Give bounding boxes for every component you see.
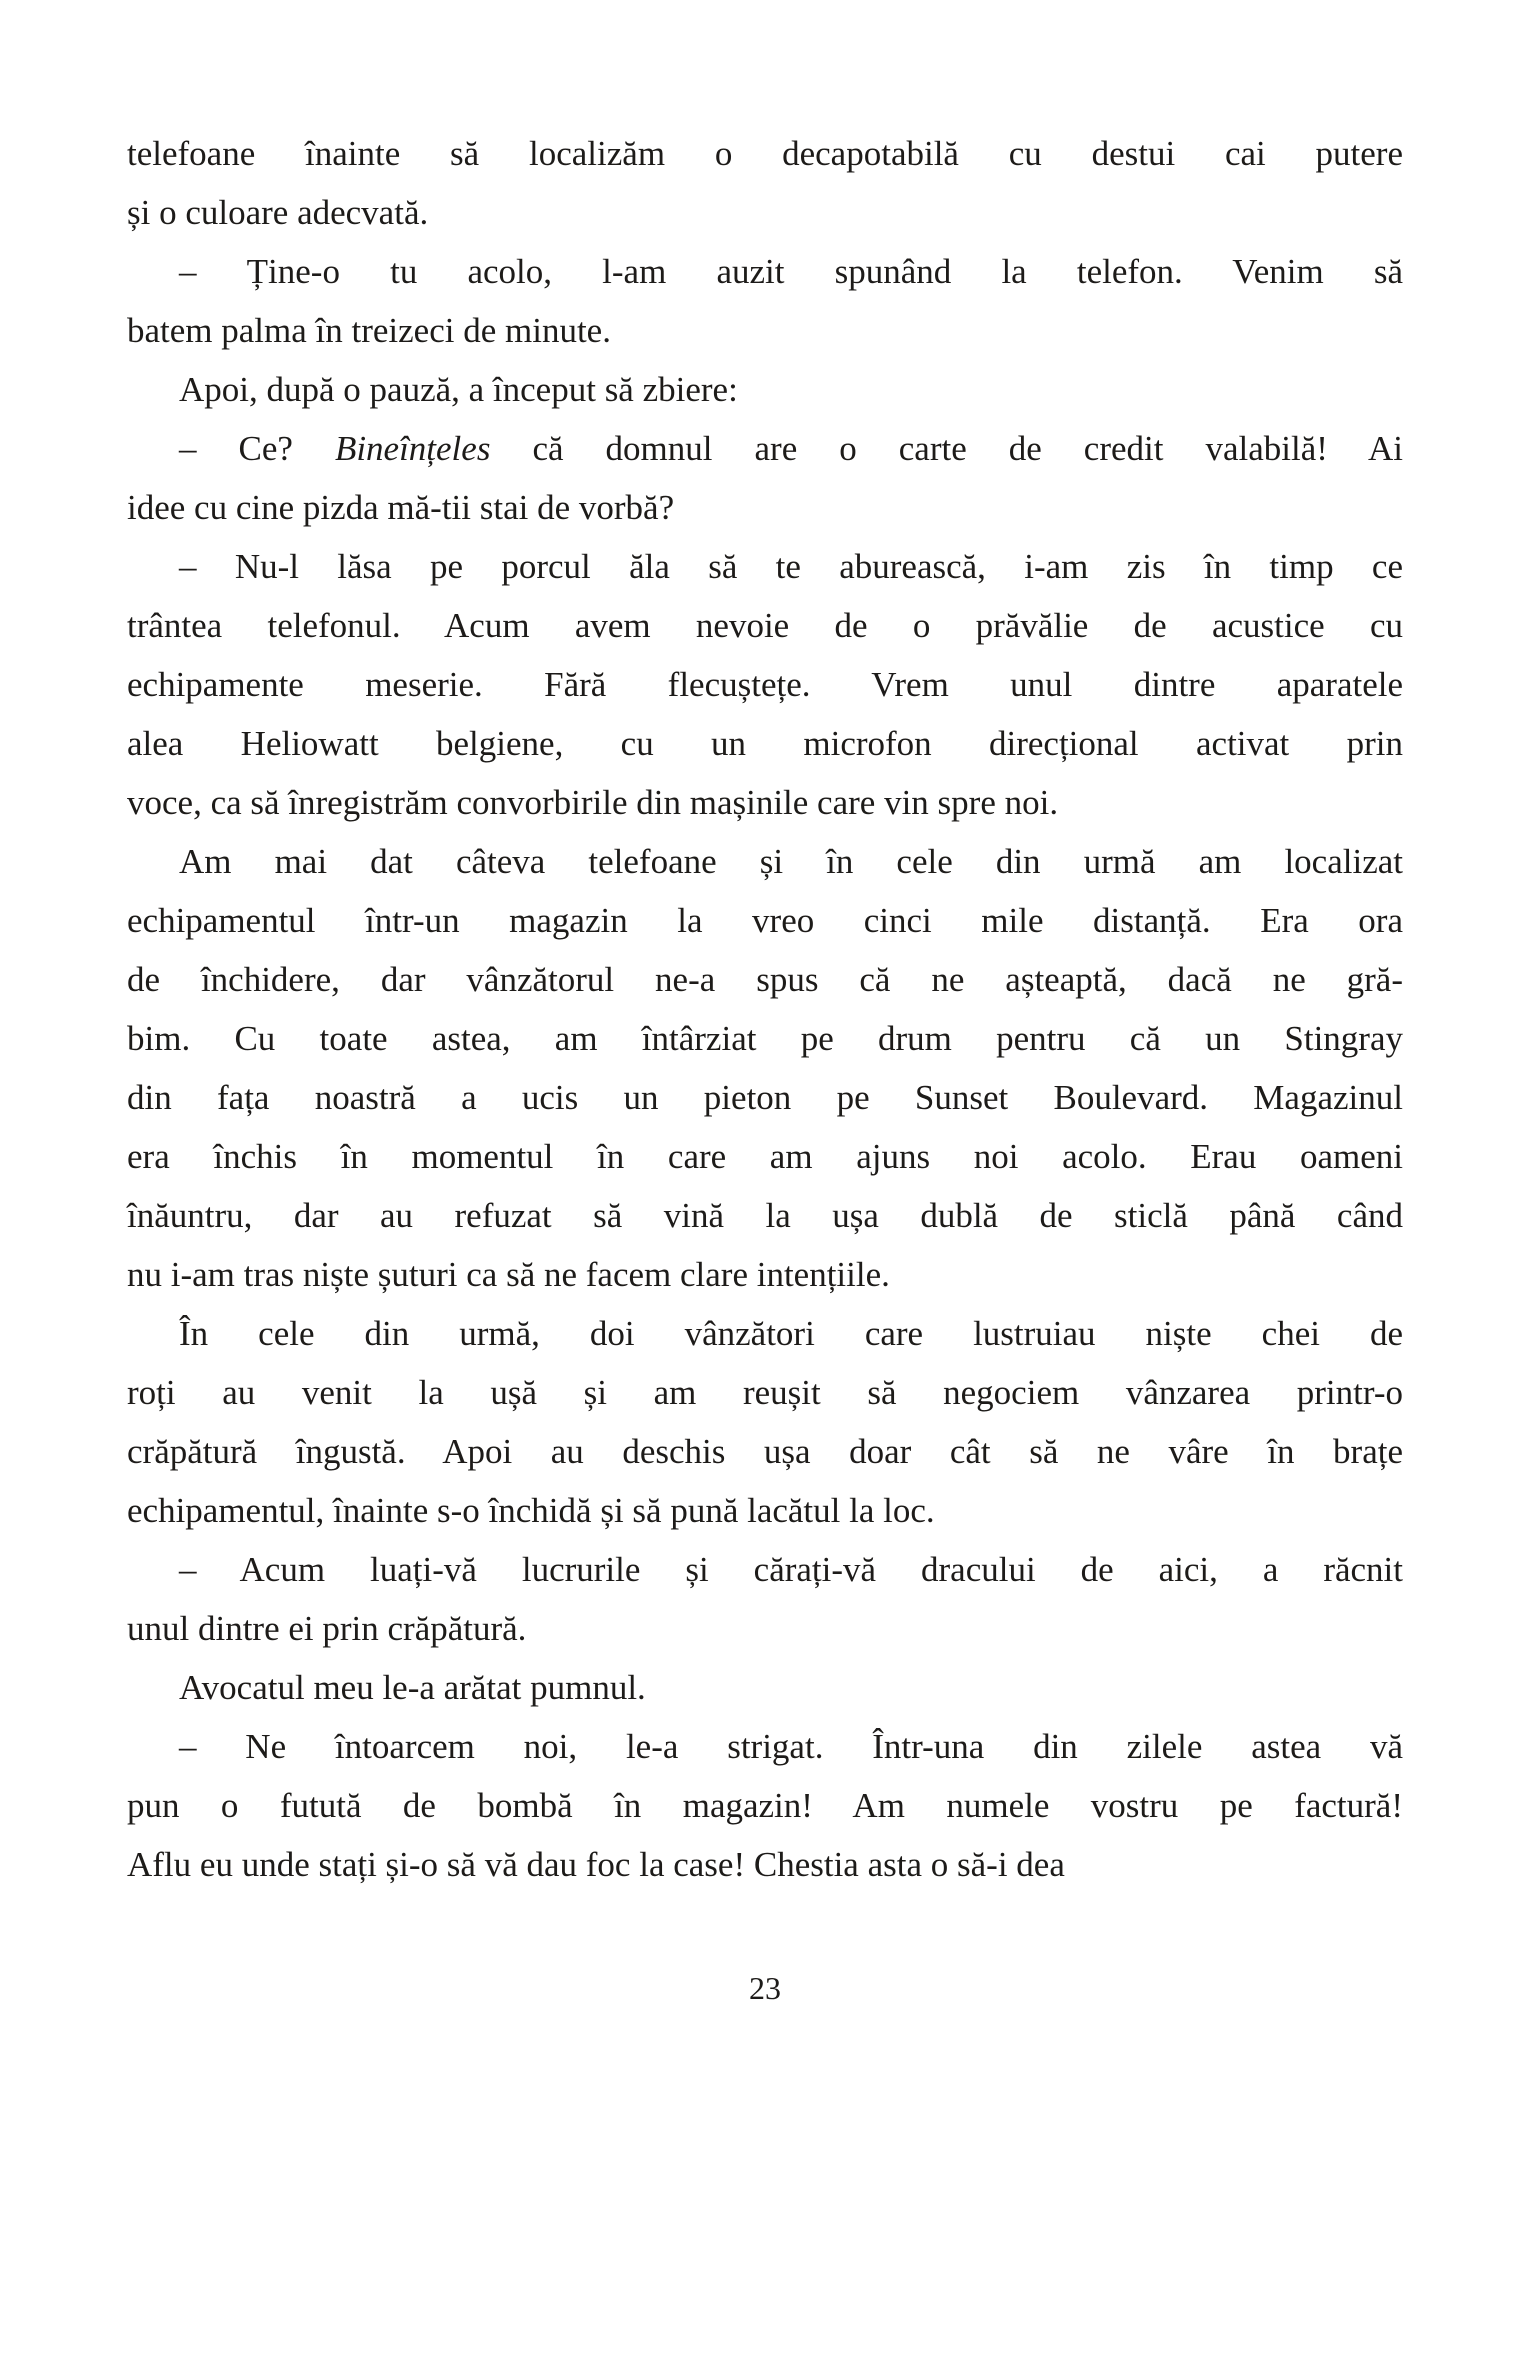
text-line bbox=[127, 1540, 1403, 1599]
text-run: În cele din urmă, doi vânzători care lustruiau niște chei de bbox=[179, 1314, 1403, 1353]
paragraph bbox=[127, 1304, 1403, 1540]
text-line bbox=[127, 1127, 1403, 1186]
text-run: batem palma în treizeci de minute. bbox=[127, 311, 611, 350]
paragraph bbox=[127, 242, 1403, 360]
text-line bbox=[127, 537, 1403, 596]
text-run: din fața noastră a ucis un pieton pe Sunset Boulevard. Magazinul bbox=[127, 1078, 1403, 1117]
paragraph bbox=[127, 1717, 1403, 1894]
text-line bbox=[127, 1186, 1403, 1245]
text-line bbox=[127, 1481, 1403, 1540]
text-line bbox=[127, 124, 1403, 183]
text-line bbox=[127, 1835, 1403, 1894]
paragraph bbox=[127, 537, 1403, 832]
paragraph bbox=[127, 124, 1403, 242]
text-line bbox=[127, 1658, 1403, 1717]
text-line bbox=[127, 301, 1403, 360]
text-run: crăpătură îngustă. Apoi au deschis ușa doar cât să ne vâre în brațe bbox=[127, 1432, 1403, 1471]
text-run: telefoane înainte să localizăm o decapotabilă cu destui cai putere bbox=[127, 134, 1403, 173]
text-line bbox=[127, 655, 1403, 714]
text-line bbox=[127, 360, 1403, 419]
text-run: echipamentul într-un magazin la vreo cinci mile distanță. Era ora bbox=[127, 901, 1403, 940]
text-line bbox=[127, 478, 1403, 537]
text-line bbox=[127, 950, 1403, 1009]
text-run: Apoi, după o pauză, a început să zbiere: bbox=[179, 370, 738, 409]
italic-text-run: Bineînțeles bbox=[334, 429, 491, 468]
paragraph bbox=[127, 832, 1403, 1304]
text-line bbox=[127, 891, 1403, 950]
text-run: – Nu-l lăsa pe porcul ăla să te aburească, i-am zis în timp ce bbox=[179, 547, 1403, 586]
text-run: de închidere, dar vânzătorul ne-a spus că ne așteaptă, dacă ne gră- bbox=[127, 960, 1403, 999]
text-line bbox=[127, 1304, 1403, 1363]
text-run: pun o futută de bombă în magazin! Am numele vostru pe factură! bbox=[127, 1786, 1403, 1825]
text-run: Aflu eu unde stați și-o să vă dau foc la case! Chestia asta o să-i dea bbox=[127, 1845, 1065, 1884]
text-run: roți au venit la ușă și am reușit să negociem vânzarea printr-o bbox=[127, 1373, 1403, 1412]
text-block bbox=[127, 124, 1403, 1894]
text-line bbox=[127, 714, 1403, 773]
text-run: echipamentul, înainte s-o închidă și să pună lacătul la loc. bbox=[127, 1491, 935, 1530]
paragraph bbox=[127, 1540, 1403, 1658]
text-run: voce, ca să înregistrăm convorbirile din mașinile care vin spre noi. bbox=[127, 783, 1059, 822]
text-line bbox=[127, 183, 1403, 242]
paragraph bbox=[127, 419, 1403, 537]
text-line bbox=[127, 1245, 1403, 1304]
text-run: Avocatul meu le-a arătat pumnul. bbox=[179, 1668, 646, 1707]
text-run: – Ține-o tu acolo, l-am auzit spunând la telefon. Venim să bbox=[179, 252, 1403, 291]
text-line bbox=[127, 1363, 1403, 1422]
text-line bbox=[127, 1422, 1403, 1481]
text-line bbox=[127, 596, 1403, 655]
text-run: înăuntru, dar au refuzat să vină la ușa dublă de sticlă până când bbox=[127, 1196, 1403, 1235]
paragraph bbox=[127, 1658, 1403, 1717]
text-run: – Ce? bbox=[179, 429, 335, 468]
text-line bbox=[127, 1068, 1403, 1127]
text-run: – Ne întoarcem noi, le-a strigat. Într-una din zilele astea vă bbox=[179, 1727, 1403, 1766]
text-run: și o culoare adecvată. bbox=[127, 193, 429, 232]
paragraph bbox=[127, 360, 1403, 419]
text-run: – Acum luați-vă lucrurile și cărați-vă dracului de aici, a răcnit bbox=[179, 1550, 1403, 1589]
text-run: că domnul are o carte de credit valabilă! Ai bbox=[490, 429, 1403, 468]
text-line bbox=[127, 1776, 1403, 1835]
text-run: Am mai dat câteva telefoane și în cele din urmă am localizat bbox=[179, 842, 1403, 881]
text-run: alea Heliowatt belgiene, cu un microfon direcțional activat prin bbox=[127, 724, 1403, 763]
text-run: trântea telefonul. Acum avem nevoie de o prăvălie de acustice cu bbox=[127, 606, 1403, 645]
text-run: bim. Cu toate astea, am întârziat pe drum pentru că un Stingray bbox=[127, 1019, 1403, 1058]
text-run: unul dintre ei prin crăpătură. bbox=[127, 1609, 527, 1648]
text-line bbox=[127, 773, 1403, 832]
text-line bbox=[127, 1009, 1403, 1068]
text-run: era închis în momentul în care am ajuns noi acolo. Erau oameni bbox=[127, 1137, 1403, 1176]
text-run: nu i-am tras niște șuturi ca să ne facem clare intențiile. bbox=[127, 1255, 890, 1294]
text-line bbox=[127, 832, 1403, 891]
text-run: idee cu cine pizda mă-tii stai de vorbă? bbox=[127, 488, 675, 527]
text-line bbox=[127, 419, 1403, 478]
text-line bbox=[127, 242, 1403, 301]
page-number: 23 bbox=[749, 1970, 781, 2006]
text-run: echipamente meserie. Fără flecuștețe. Vrem unul dintre aparatele bbox=[127, 665, 1403, 704]
text-line bbox=[127, 1599, 1403, 1658]
text-line bbox=[127, 1717, 1403, 1776]
